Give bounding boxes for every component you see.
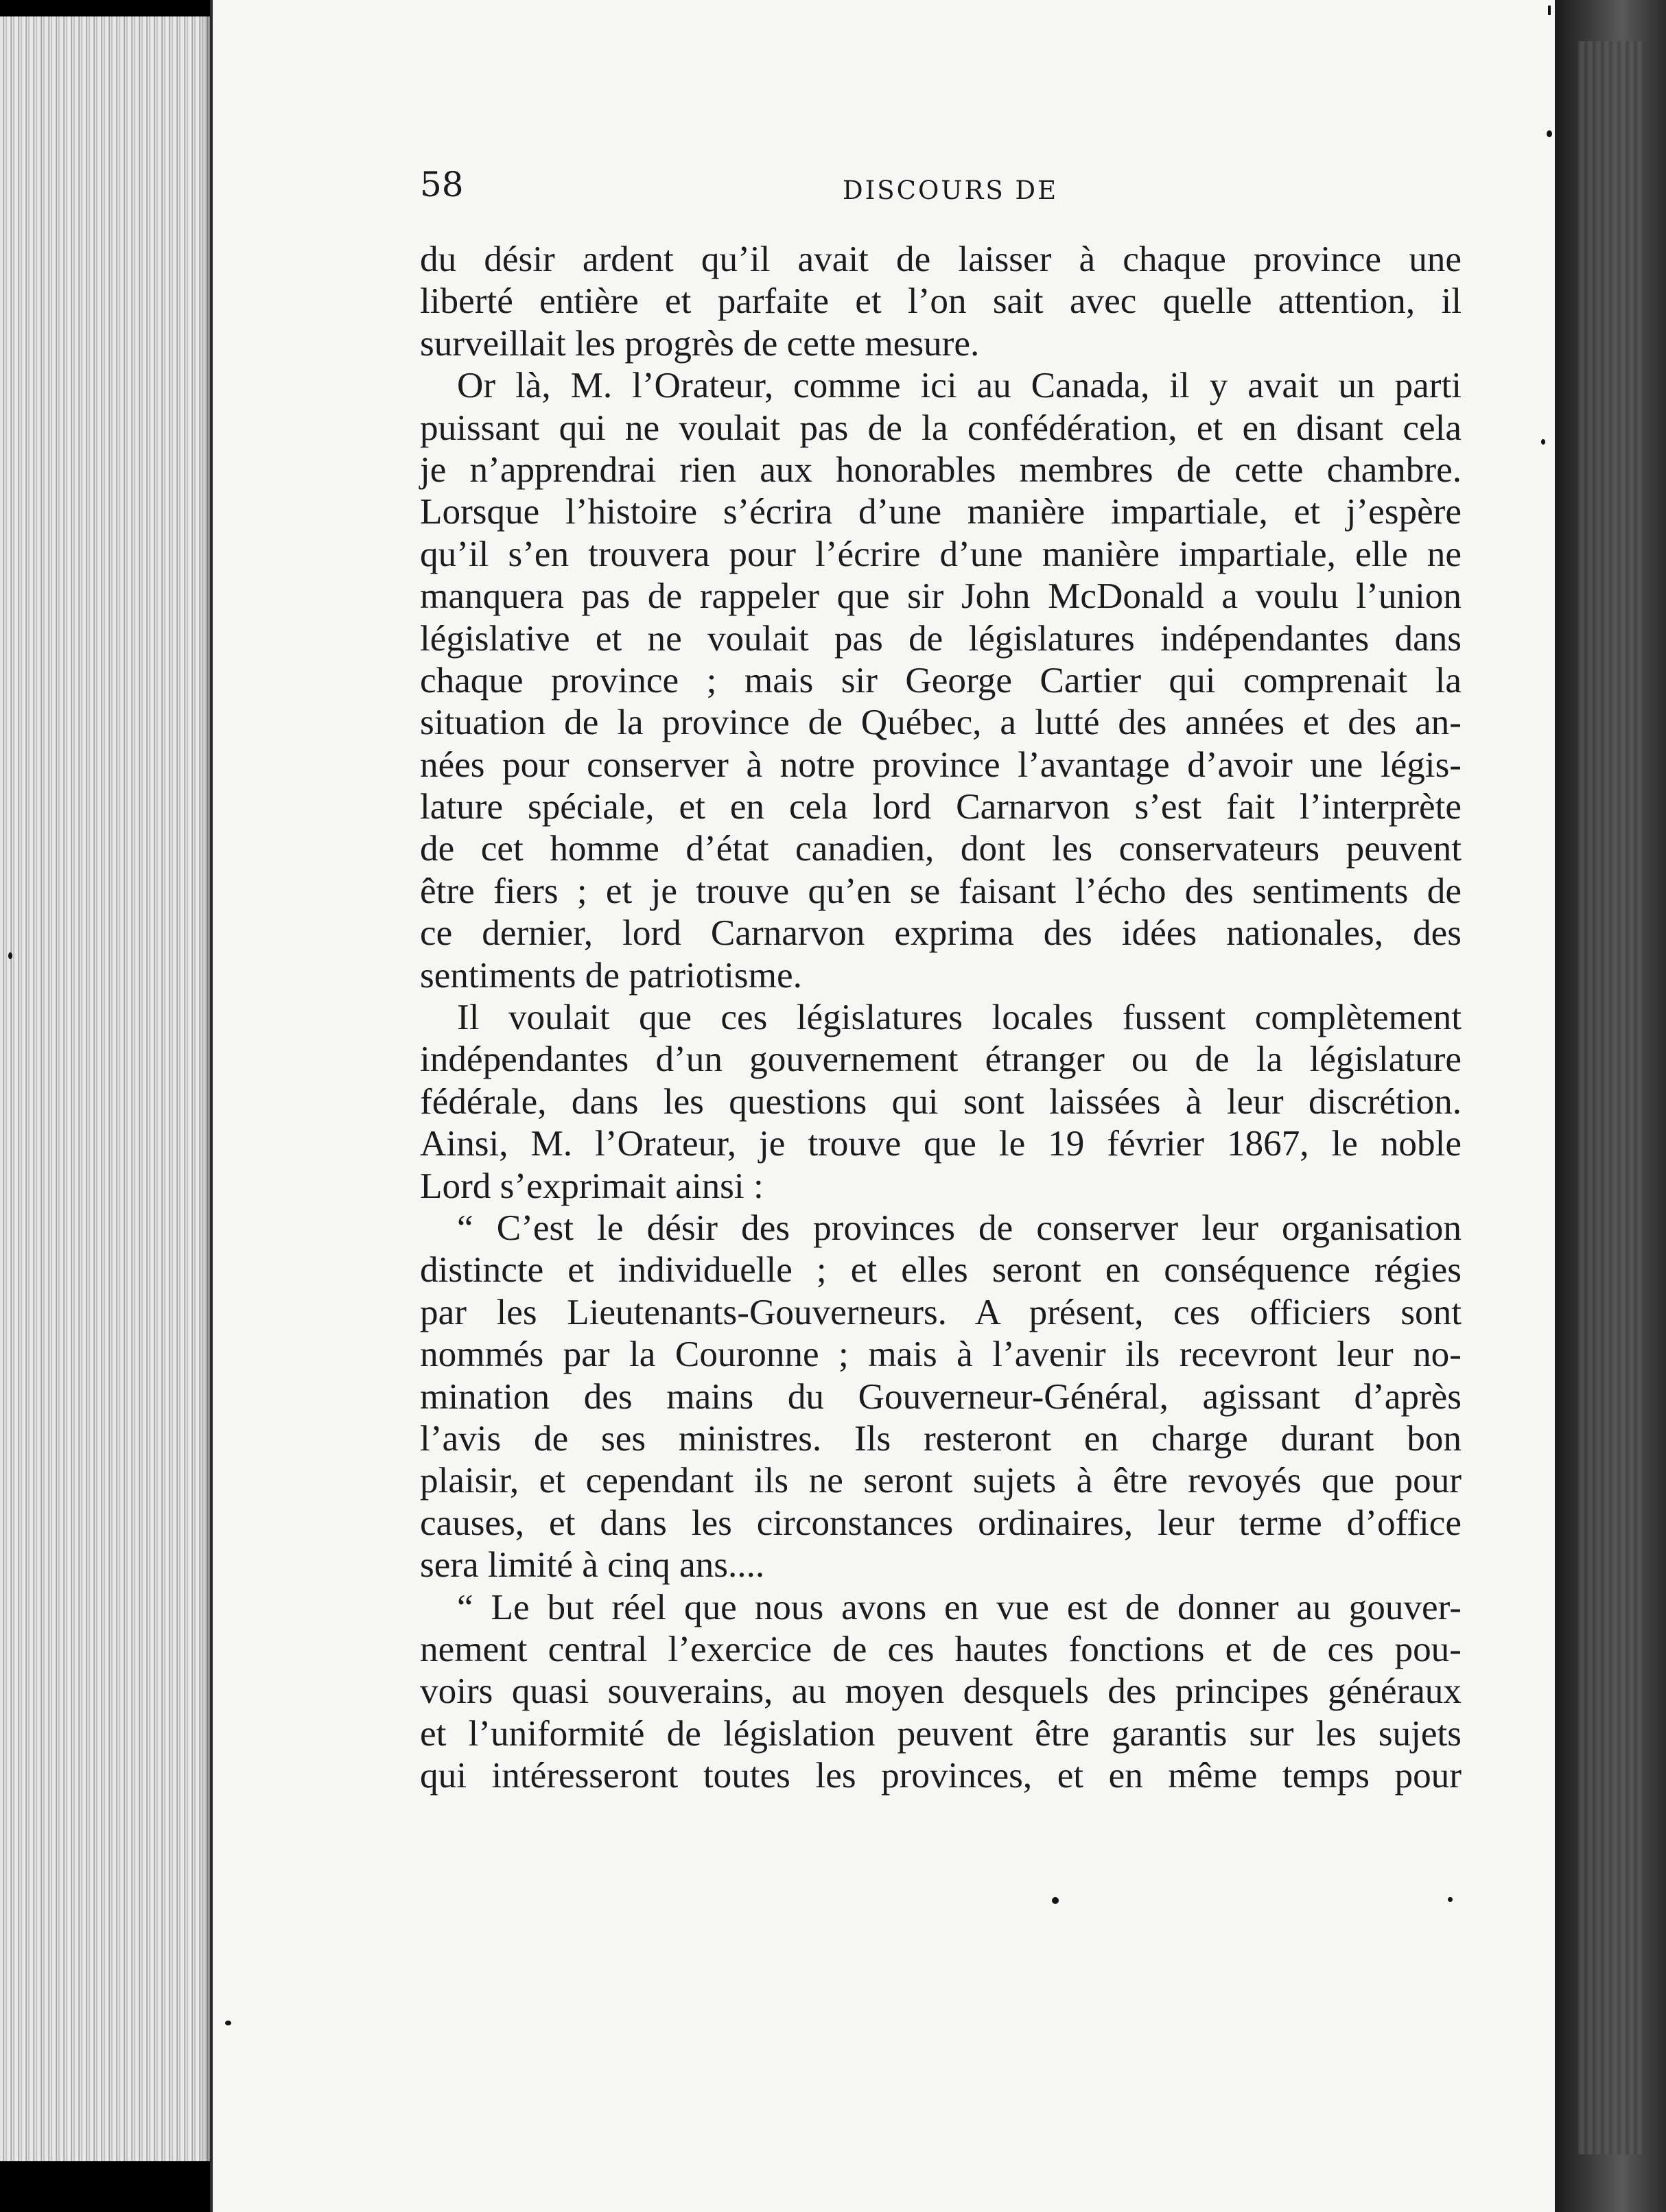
page-edges-bottom-shadow: [0, 2161, 226, 2212]
right-binding-texture: [1578, 41, 1644, 2154]
text-line: je n’apprendrai rien aux honorables membres de cette chambre.: [420, 449, 1462, 490]
body-text: [420, 238, 1462, 1796]
page-header: [420, 165, 1449, 213]
page-number: 58: [420, 165, 464, 204]
text-line: sentiments de patriotisme.: [420, 954, 802, 996]
text-line: puissant qui ne voulait pas de la confédération, et en disant cela: [420, 407, 1462, 448]
text-line: plaisir, et cependant ils ne seront sujets à être revoyés que pour: [420, 1460, 1462, 1501]
text-line: causes, et dans les circonstances ordinaires, leur terme d’office: [420, 1502, 1462, 1543]
running-head: DISCOURS DE: [843, 176, 1059, 205]
text-line: l’avis de ses ministres. Ils resteront en charge durant bon: [420, 1417, 1462, 1459]
text-line: fédérale, dans les questions qui sont laissées à leur discrétion.: [420, 1081, 1462, 1122]
text-line: Il voulait que ces législatures locales fussent complètement: [457, 997, 1462, 1038]
text-line: nommés par la Couronne ; mais à l’avenir ils recevront leur no-: [420, 1334, 1462, 1375]
text-line: “ C’est le désir des provinces de conserver leur organisation: [457, 1207, 1462, 1248]
text-line: nées pour conserver à notre province l’avantage d’avoir une légis-: [420, 744, 1462, 785]
text-line: indépendantes d’un gouvernement étranger ou de la législature: [420, 1039, 1462, 1080]
text-line: qu’il s’en trouvera pour l’écrire d’une manière impartiale, elle ne: [420, 533, 1462, 574]
page-edges-top-shadow: [0, 0, 210, 16]
text-line: qui intéresseront toutes les provinces, et en même temps pour: [420, 1755, 1462, 1796]
text-line: du désir ardent qu’il avait de laisser à chaque province une: [420, 239, 1462, 279]
text-line: surveillait les progrès de cette mesure.: [420, 322, 980, 364]
text-line: Lord s’exprimait ainsi :: [420, 1165, 764, 1206]
page-edges-left: [0, 0, 210, 2212]
text-line: situation de la province de Québec, a lutté des années et des an-: [420, 702, 1462, 743]
text-line: législative et ne voulait pas de législatures indépendantes dans: [420, 617, 1462, 659]
text-line: lature spéciale, et en cela lord Carnarvon s’est fait l’interprète: [420, 786, 1462, 827]
text-line: voirs quasi souverains, au moyen desquels des principes généraux: [420, 1671, 1462, 1712]
text-line: chaque province ; mais sir George Cartier qui comprenait la: [420, 659, 1462, 701]
text-line: distincte et individuelle ; et elles seront en conséquence régies: [420, 1249, 1462, 1291]
text-line: par les Lieutenants-Gouverneurs. A présent, ces officiers sont: [420, 1291, 1462, 1332]
text-line: Ainsi, M. l’Orateur, je trouve que le 19 février 1867, le noble: [420, 1123, 1462, 1164]
text-line: “ Le but réel que nous avons en vue est de donner au gouver-: [457, 1586, 1462, 1627]
text-line: sera limité à cinq ans....: [420, 1544, 765, 1586]
text-line: être fiers ; et je trouve qu’en se faisant l’écho des sentiments de: [420, 870, 1462, 911]
text-line: nement central l’exercice de ces hautes fonctions et de ces pou-: [420, 1628, 1462, 1669]
text-line: Or là, M. l’Orateur, comme ici au Canada, il y avait un parti: [457, 365, 1462, 406]
text-line: liberté entière et parfaite et l’on sait avec quelle attention, il: [420, 281, 1462, 322]
text-line: Lorsque l’histoire s’écrira d’une manière impartiale, et j’espère: [420, 491, 1462, 532]
text-line: et l’uniformité de législation peuvent être garantis sur les sujets: [420, 1713, 1462, 1754]
text-line: ce dernier, lord Carnarvon exprima des idées nationales, des: [420, 913, 1462, 954]
text-line: de cet homme d’état canadien, dont les conservateurs peuvent: [420, 828, 1462, 869]
text-line: manquera pas de rappeler que sir John McDonald a voulu l’union: [420, 576, 1462, 617]
text-line: mination des mains du Gouverneur-Général, agissant d’après: [420, 1376, 1462, 1417]
